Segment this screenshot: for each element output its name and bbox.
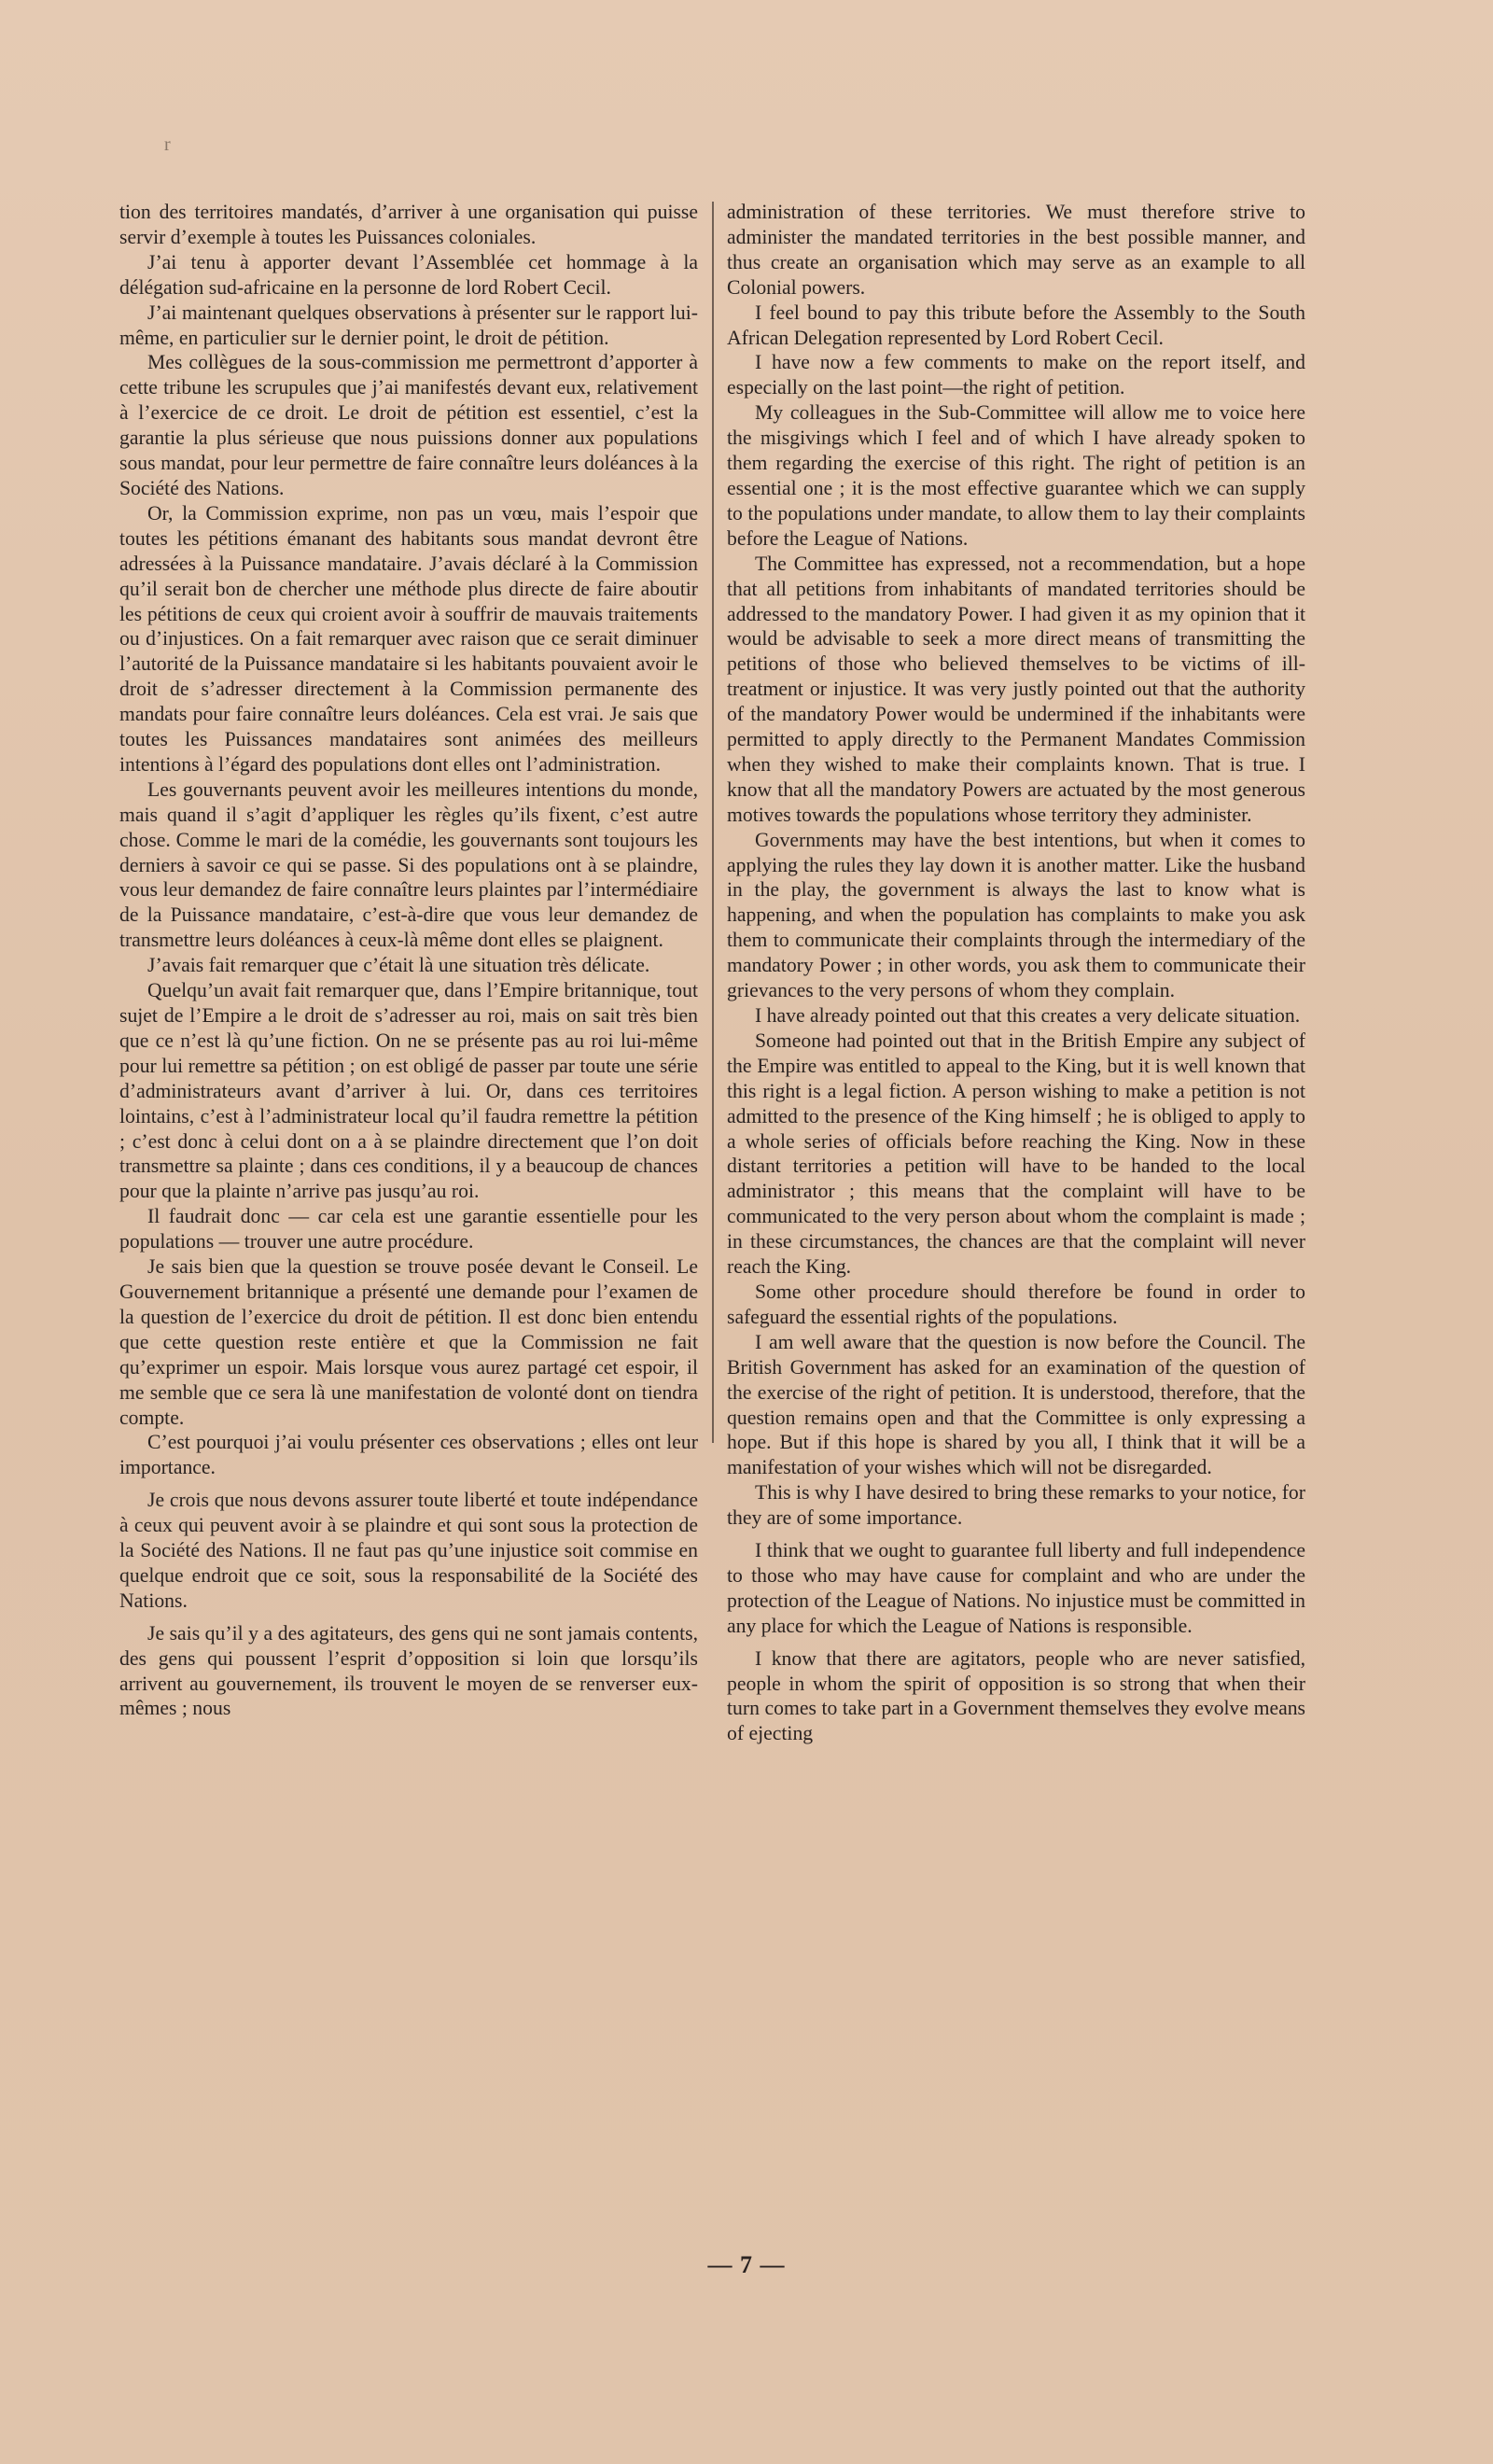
english-paragraph: I feel bound to pay this tribute before the Assembly to the South African Delegation represented by Lord Robert Cecil.	[727, 301, 1305, 349]
two-column-layout	[119, 200, 1312, 2122]
english-paragraph: Someone had pointed out that in the British Empire any subject of the Empire was entitled to appeal to the King, but it is well known that this right is a legal fiction. A person wishing to make a petition is not admitted to the presence of the King himself ; he is obliged to apply to a whole series of officials before reaching the King. Now in these distant territories a petition will have to be handed to the local administrator ; this means that the complaint will have to be communicated to the very person about whom the complaint is made ; in these circumstances, the chances are that the complaint will never reach the King.	[727, 1029, 1305, 1279]
french-paragraph: Mes collègues de la sous-commission me permettront d’apporter à cette tribune les scrupules que j’ai manifestés devant eux, relativement à l’exercice de ce droit. Le droit de pétition est essentiel, c’est la garantie la plus sérieuse que nous puissions donner aux populations sous mandat, pour leur permettre de faire connaître leurs doléances à la Société des Nations.	[119, 351, 698, 499]
french-paragraph: Les gouvernants peuvent avoir les meilleures intentions du monde, mais quand il s’agit d’appliquer les règles qu’ils fixent, c’est autre chose. Comme le mari de la comédie, les gouvernants sont toujours les derniers à savoir ce qui se passe. Si des populations ont à se plaindre, vous leur demandez de faire connaître leurs plaintes par l’intermédiaire de la Puissance mandataire, c’est-à-dire que vous leur demandez de transmettre leurs doléances à ceux-là même dont elles se plaignent.	[119, 777, 698, 952]
stray-mark: r	[164, 134, 171, 155]
french-paragraph: J’ai maintenant quelques observations à présenter sur le rapport lui-même, en particulier sur le dernier point, le droit de pétition.	[119, 301, 698, 349]
french-paragraph: Quelqu’un avait fait remarquer que, dans l’Empire britannique, tout sujet de l’Empire a le droit de s’adresser au roi, mais on sait très bien que ce n’est là qu’une fiction. On ne se présente pas au roi lui-même pour lui remettre sa pétition ; on est obligé de passer par toute une série d’administrateurs avant d’arriver à lui. Or, dans ces territoires lointains, c’est à l’administrateur local qu’il faudra remettre la pétition ; c’est donc à celui dont on a à se plaindre directement que l’on doit transmettre sa plainte ; dans ces conditions, il y a beaucoup de chances pour que la plainte n’arrive pas jusqu’au roi.	[119, 979, 698, 1203]
english-paragraph: My colleagues in the Sub-Committee will allow me to voice here the misgivings which I feel and of which I have already spoken to them regarding the exercise of this right. The right of petition is an essential one ; it is the most effective guarantee which we can supply to the populations under mandate, to allow them to lay their complaints before the League of Nations.	[727, 401, 1305, 550]
french-paragraph: Je crois que nous devons assurer toute liberté et toute indépendance à ceux qui peuvent avoir à se plaindre et qui sont sous la protection de la Société des Nations. Il ne faut pas qu’une injustice soit commise en quelque endroit que ce soit, sous la responsabilité de la Société des Nations.	[119, 1489, 698, 1612]
french-paragraph: J’avais fait remarquer que c’était là une situation très délicate.	[147, 954, 650, 977]
french-paragraph: tion des territoires mandatés, d’arriver à une organisation qui puisse servir d’exemple à toutes les Puissances coloniales.	[119, 201, 698, 248]
english-column	[714, 200, 1305, 2122]
english-paragraph: I have already pointed out that this creates a very delicate situation.	[755, 1004, 1301, 1027]
french-paragraph: Il faudrait donc — car cela est une garantie essentielle pour les populations — trouver une autre procédure.	[119, 1205, 698, 1253]
english-paragraph: I am well aware that the question is now before the Council. The British Government has asked for an examination of the question of the exercise of the right of petition. It is understood, therefore, that the question remains open and that the Committee is only expressing a hope. But if this hope is shared by you all, I think that it will be a manifestation of your wishes which will not be disregarded.	[727, 1330, 1305, 1479]
english-paragraph: The Committee has expressed, not a recommendation, but a hope that all petitions from inhabitants of mandated territories should be addressed to the mandatory Power. I had given it as my opinion that it would be advisable to seek a more direct means of transmitting the petitions of those who believed themselves to be victims of ill-treatment or injustice. It was very justly pointed out that the authority of the mandatory Power would be undermined if the inhabitants were permitted to apply directly to the Permanent Mandates Commission when they wished to make their complaints known. That is true. I know that all the mandatory Powers are actuated by the most generous motives towards the populations whose territory they administer.	[727, 552, 1305, 826]
french-column	[119, 200, 712, 2122]
column-divider	[712, 202, 714, 1443]
english-paragraph: Governments may have the best intentions, but when it comes to applying the rules they lay down it is another matter. Like the husband in the play, the government is always the last to know what is happening, and when the population has complaints to make you ask them to communicate their complaints through the intermediary of the mandatory Power ; in other words, you ask them to communicate their grievances to the very persons of whom they complain.	[727, 828, 1305, 1002]
english-paragraph: administration of these territories. We must therefore strive to administer the mandated territories in the best possible manner, and thus create an organisation which may serve as an example to all Colonial powers.	[727, 201, 1305, 299]
english-paragraph: I have now a few comments to make on the report itself, and especially on the last point—the right of petition.	[727, 351, 1305, 399]
english-paragraph: I know that there are agitators, people who are never satisfied, people in whom the spirit of opposition is so strong that when their turn comes to take part in a Government themselves they evolve means of ejecting	[727, 1646, 1305, 1745]
french-paragraph: J’ai tenu à apporter devant l’Assemblée cet hommage à la délégation sud-africaine en la personne de lord Robert Cecil.	[119, 250, 698, 299]
english-paragraph: This is why I have desired to bring these remarks to your notice, for they are of some importance.	[727, 1481, 1305, 1530]
english-paragraph: Some other procedure should therefore be found in order to safeguard the essential rights of the populations.	[727, 1280, 1305, 1328]
english-paragraph: I think that we ought to guarantee full liberty and full independence to those who may have cause for complaint and who are under the protection of the League of Nations. No injustice must be committed in any place for which the League of Nations is responsible.	[727, 1539, 1305, 1637]
page-number: — 7 —	[707, 2251, 786, 2278]
french-paragraph: C’est pourquoi j’ai voulu présenter ces observations ; elles ont leur importance.	[119, 1431, 698, 1479]
french-paragraph: Je sais bien que la question se trouve posée devant le Conseil. Le Gouvernement britannique a présenté une demande pour l’examen de la question de l’exercice du droit de pétition. Il est donc bien entendu que cette question reste entière et que la Commission ne fait qu’exprimer un espoir. Mais lorsque vous aurez partagé cet espoir, il me semble que ce sera là une manifestation de volonté dont on tiendra compte.	[119, 1255, 698, 1429]
french-paragraph: Or, la Commission exprime, non pas un vœu, mais l’espoir que toutes les pétitions émanant des habitants sous mandat devront être adressées à la Puissance mandataire. J’avais déclaré à la Commission qu’il serait bon de chercher une méthode plus directe de faire aboutir les pétitions de ceux qui croient avoir à souffrir de mauvais traitements ou d’injustices. On a fait remarquer avec raison que ce serait diminuer l’autorité de la Puissance mandataire si les habitants pouvaient avoir le droit de s’adresser directement à la Commission permanente des mandats pour faire connaître leurs doléances. Cela est vrai. Je sais que toutes les Puissances mandataires sont animées des meilleurs intentions à l’égard des populations dont elles ont l’administration.	[119, 501, 698, 776]
french-paragraph: Je sais qu’il y a des agitateurs, des gens qui ne sont jamais contents, des gens qui poussent l’esprit d’opposition si loin que lorsqu’ils arrivent au gouvernement, ils trouvent le moyen de se renverser eux-mêmes ; nous	[119, 1621, 698, 1720]
